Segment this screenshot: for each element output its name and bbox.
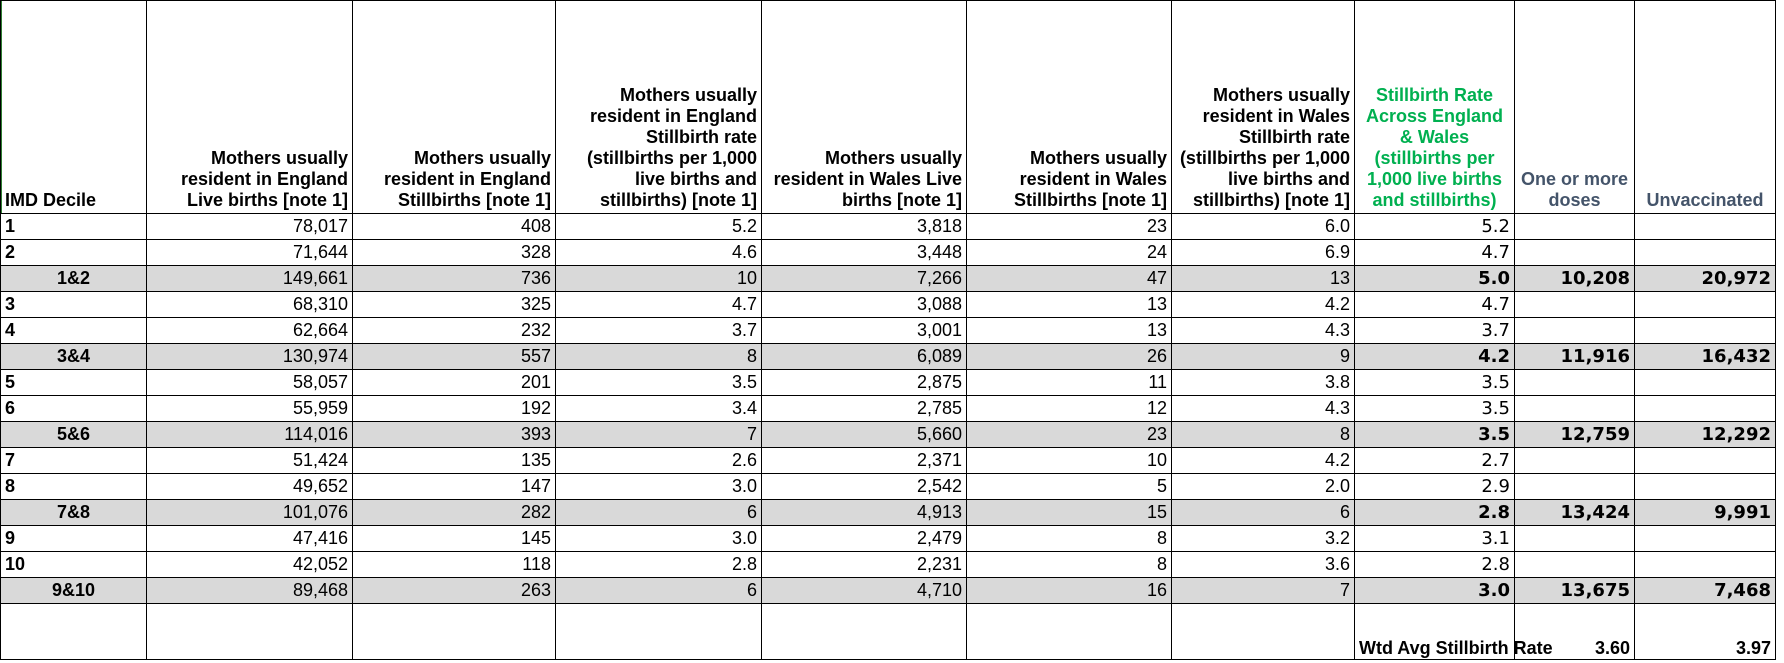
cell-wales-stillbirths[interactable]: 12 (967, 396, 1172, 422)
table-row (1, 370, 1776, 396)
cell-england-rate[interactable]: 10 (556, 266, 762, 292)
cell-wales-live-births[interactable]: 7,266 (762, 266, 967, 292)
cell-unvaccinated[interactable] (1635, 474, 1776, 500)
cell-england-rate[interactable]: 2.6 (556, 448, 762, 474)
cell-england-wales-rate[interactable]: 3.5 (1355, 396, 1515, 422)
cell-england-live-births[interactable]: 78,017 (147, 214, 353, 240)
cell-england-rate[interactable]: 3.4 (556, 396, 762, 422)
cell-england-stillbirths[interactable]: 147 (353, 474, 556, 500)
header-wales-stillbirth-rate[interactable]: Mothers usually resident in Wales Stillbirth rate (stillbirths per 1,000 live births and stillbirths) [note 1] (1172, 1, 1355, 214)
header-imd-decile[interactable]: IMD Decile (1, 1, 147, 214)
cell-unvaccinated[interactable]: 9,991 (1635, 500, 1776, 526)
cell-wales-stillbirths[interactable]: 16 (967, 578, 1172, 604)
cell-england-live-births[interactable]: 62,664 (147, 318, 353, 344)
cell-england-live-births[interactable]: 55,959 (147, 396, 353, 422)
wtd-avg-label[interactable]: Wtd Avg Stillbirth Rate (1355, 604, 1515, 660)
cell-wales-live-births[interactable]: 2,371 (762, 448, 967, 474)
footer-row (1, 604, 1776, 660)
cell-wales-live-births[interactable]: 5,660 (762, 422, 967, 448)
table-row-subtotal (1, 578, 1776, 604)
cell-england-rate[interactable]: 6 (556, 500, 762, 526)
table-row (1, 240, 1776, 266)
cell-england-live-births[interactable]: 49,652 (147, 474, 353, 500)
footer-empty-cell[interactable] (1, 604, 147, 660)
cell-one-or-more-doses[interactable]: 13,424 (1515, 500, 1635, 526)
cell-wales-stillbirths[interactable]: 15 (967, 500, 1172, 526)
wtd-avg-one-or-more[interactable]: 3.60 (1515, 604, 1635, 660)
cell-unvaccinated[interactable] (1635, 292, 1776, 318)
cell-england-wales-rate[interactable]: 3.1 (1355, 526, 1515, 552)
header-england-live-births[interactable]: Mothers usually resident in England Live births [note 1] (147, 1, 353, 214)
cell-england-rate[interactable]: 6 (556, 578, 762, 604)
header-wales-live-births[interactable]: Mothers usually resident in Wales Live births [note 1] (762, 1, 967, 214)
cell-one-or-more-doses[interactable] (1515, 318, 1635, 344)
cell-unvaccinated[interactable]: 16,432 (1635, 344, 1776, 370)
cell-wales-stillbirths[interactable]: 5 (967, 474, 1172, 500)
cell-england-stillbirths[interactable]: 263 (353, 578, 556, 604)
cell-one-or-more-doses[interactable] (1515, 396, 1635, 422)
cell-imd-decile[interactable]: 9&10 (1, 578, 147, 604)
table-row (1, 292, 1776, 318)
cell-england-rate[interactable]: 3.0 (556, 526, 762, 552)
cell-england-wales-rate[interactable]: 5.0 (1355, 266, 1515, 292)
cell-england-rate[interactable]: 2.8 (556, 552, 762, 578)
cell-england-stillbirths[interactable]: 325 (353, 292, 556, 318)
cell-england-live-births[interactable]: 71,644 (147, 240, 353, 266)
cell-england-wales-rate[interactable]: 4.2 (1355, 344, 1515, 370)
cell-england-rate[interactable]: 8 (556, 344, 762, 370)
cell-england-wales-rate[interactable]: 2.8 (1355, 552, 1515, 578)
cell-unvaccinated[interactable]: 20,972 (1635, 266, 1776, 292)
cell-wales-rate[interactable]: 6.0 (1172, 214, 1355, 240)
cell-one-or-more-doses[interactable] (1515, 214, 1635, 240)
cell-england-stillbirths[interactable]: 408 (353, 214, 556, 240)
cell-england-live-births[interactable]: 149,661 (147, 266, 353, 292)
cell-wales-rate[interactable]: 4.2 (1172, 292, 1355, 318)
cell-wales-rate[interactable]: 4.2 (1172, 448, 1355, 474)
cell-england-live-births[interactable]: 68,310 (147, 292, 353, 318)
cell-wales-live-births[interactable]: 2,542 (762, 474, 967, 500)
cell-imd-decile[interactable]: 3 (1, 292, 147, 318)
cell-unvaccinated[interactable]: 12,292 (1635, 422, 1776, 448)
footer-empty-cell[interactable] (1172, 604, 1355, 660)
cell-england-wales-rate[interactable]: 2.7 (1355, 448, 1515, 474)
cell-one-or-more-doses[interactable] (1515, 526, 1635, 552)
cell-one-or-more-doses[interactable]: 11,916 (1515, 344, 1635, 370)
table-row (1, 526, 1776, 552)
cell-england-rate[interactable]: 4.7 (556, 292, 762, 318)
wtd-avg-unvaccinated[interactable]: 3.97 (1635, 604, 1776, 660)
cell-wales-stillbirths[interactable]: 23 (967, 422, 1172, 448)
cell-wales-live-births[interactable]: 3,818 (762, 214, 967, 240)
cell-wales-stillbirths[interactable]: 8 (967, 526, 1172, 552)
cell-one-or-more-doses[interactable]: 13,675 (1515, 578, 1635, 604)
cell-england-stillbirths[interactable]: 557 (353, 344, 556, 370)
cell-england-rate[interactable]: 3.5 (556, 370, 762, 396)
cell-one-or-more-doses[interactable] (1515, 552, 1635, 578)
cell-wales-live-births[interactable]: 2,785 (762, 396, 967, 422)
cell-wales-stillbirths[interactable]: 13 (967, 318, 1172, 344)
cell-england-live-births[interactable]: 51,424 (147, 448, 353, 474)
header-unvaccinated[interactable]: Unvaccinated (1635, 1, 1776, 214)
cell-wales-rate[interactable]: 6 (1172, 500, 1355, 526)
table-row-subtotal (1, 344, 1776, 370)
table-row (1, 474, 1776, 500)
cell-england-stillbirths[interactable]: 145 (353, 526, 556, 552)
cell-england-live-births[interactable]: 114,016 (147, 422, 353, 448)
cell-wales-live-births[interactable]: 2,479 (762, 526, 967, 552)
header-england-stillbirth-rate[interactable]: Mothers usually resident in England Stillbirth rate (stillbirths per 1,000 live births and stillbirths) [note 1] (556, 1, 762, 214)
cell-england-stillbirths[interactable]: 393 (353, 422, 556, 448)
cell-wales-rate[interactable]: 3.6 (1172, 552, 1355, 578)
cell-wales-stillbirths[interactable]: 23 (967, 214, 1172, 240)
cell-wales-rate[interactable]: 4.3 (1172, 396, 1355, 422)
cell-wales-stillbirths[interactable]: 8 (967, 552, 1172, 578)
cell-england-wales-rate[interactable]: 3.5 (1355, 370, 1515, 396)
cell-england-stillbirths[interactable]: 192 (353, 396, 556, 422)
cell-wales-stillbirths[interactable]: 10 (967, 448, 1172, 474)
cell-england-rate[interactable]: 3.0 (556, 474, 762, 500)
cell-wales-rate[interactable]: 3.2 (1172, 526, 1355, 552)
footer-empty-cell[interactable] (556, 604, 762, 660)
table-body (1, 214, 1776, 604)
cell-wales-live-births[interactable]: 2,231 (762, 552, 967, 578)
cell-unvaccinated[interactable] (1635, 214, 1776, 240)
cell-england-stillbirths[interactable]: 282 (353, 500, 556, 526)
cell-england-live-births[interactable]: 101,076 (147, 500, 353, 526)
header-england-stillbirths[interactable]: Mothers usually resident in England Stillbirths [note 1] (353, 1, 556, 214)
cell-wales-live-births[interactable]: 6,089 (762, 344, 967, 370)
cell-imd-decile[interactable]: 3&4 (1, 344, 147, 370)
cell-england-wales-rate[interactable]: 5.2 (1355, 214, 1515, 240)
cell-one-or-more-doses[interactable] (1515, 240, 1635, 266)
footer-empty-cell[interactable] (762, 604, 967, 660)
cell-england-wales-rate[interactable]: 3.7 (1355, 318, 1515, 344)
cell-england-rate[interactable]: 5.2 (556, 214, 762, 240)
table-row (1, 552, 1776, 578)
cell-wales-rate[interactable]: 2.0 (1172, 474, 1355, 500)
cell-wales-live-births[interactable]: 3,001 (762, 318, 967, 344)
footer-empty-cell[interactable] (353, 604, 556, 660)
cell-england-stillbirths[interactable]: 135 (353, 448, 556, 474)
cell-imd-decile[interactable]: 1 (1, 214, 147, 240)
header-row (1, 1, 1776, 214)
cell-imd-decile[interactable]: 7&8 (1, 500, 147, 526)
cell-unvaccinated[interactable] (1635, 396, 1776, 422)
cell-england-stillbirths[interactable]: 232 (353, 318, 556, 344)
cell-wales-live-births[interactable]: 4,913 (762, 500, 967, 526)
header-wales-stillbirths[interactable]: Mothers usually resident in Wales Stillbirths [note 1] (967, 1, 1172, 214)
cell-england-wales-rate[interactable]: 2.9 (1355, 474, 1515, 500)
cell-england-stillbirths[interactable]: 118 (353, 552, 556, 578)
cell-england-wales-rate[interactable]: 3.0 (1355, 578, 1515, 604)
cell-wales-stillbirths[interactable]: 47 (967, 266, 1172, 292)
cell-england-wales-rate[interactable]: 3.5 (1355, 422, 1515, 448)
cell-england-live-births[interactable]: 42,052 (147, 552, 353, 578)
cell-england-stillbirths[interactable]: 201 (353, 370, 556, 396)
cell-unvaccinated[interactable] (1635, 370, 1776, 396)
header-one-or-more-doses[interactable]: One or more doses (1515, 1, 1635, 214)
cell-england-wales-rate[interactable]: 4.7 (1355, 240, 1515, 266)
cell-one-or-more-doses[interactable] (1515, 448, 1635, 474)
cell-imd-decile[interactable]: 1&2 (1, 266, 147, 292)
cell-wales-rate[interactable]: 7 (1172, 578, 1355, 604)
cell-unvaccinated[interactable]: 7,468 (1635, 578, 1776, 604)
table-row (1, 318, 1776, 344)
cell-imd-decile[interactable]: 7 (1, 448, 147, 474)
cell-wales-rate[interactable]: 6.9 (1172, 240, 1355, 266)
cell-unvaccinated[interactable] (1635, 448, 1776, 474)
table-row (1, 396, 1776, 422)
cell-imd-decile[interactable]: 10 (1, 552, 147, 578)
cell-imd-decile[interactable]: 9 (1, 526, 147, 552)
cell-imd-decile[interactable]: 4 (1, 318, 147, 344)
cell-england-wales-rate[interactable]: 4.7 (1355, 292, 1515, 318)
cell-wales-stillbirths[interactable]: 13 (967, 292, 1172, 318)
cell-england-live-births[interactable]: 89,468 (147, 578, 353, 604)
cell-one-or-more-doses[interactable]: 10,208 (1515, 266, 1635, 292)
cell-one-or-more-doses[interactable] (1515, 292, 1635, 318)
cell-unvaccinated[interactable] (1635, 240, 1776, 266)
footer-empty-cell[interactable] (967, 604, 1172, 660)
cell-england-rate[interactable]: 7 (556, 422, 762, 448)
cell-imd-decile[interactable]: 5 (1, 370, 147, 396)
table-row (1, 214, 1776, 240)
cell-england-stillbirths[interactable]: 328 (353, 240, 556, 266)
cell-wales-live-births[interactable]: 4,710 (762, 578, 967, 604)
cell-unvaccinated[interactable] (1635, 552, 1776, 578)
cell-wales-live-births[interactable]: 3,088 (762, 292, 967, 318)
cell-wales-stillbirths[interactable]: 26 (967, 344, 1172, 370)
footer-empty-cell[interactable] (147, 604, 353, 660)
table-row-subtotal (1, 500, 1776, 526)
cell-england-live-births[interactable]: 130,974 (147, 344, 353, 370)
cell-england-wales-rate[interactable]: 2.8 (1355, 500, 1515, 526)
cell-imd-decile[interactable]: 5&6 (1, 422, 147, 448)
cell-one-or-more-doses[interactable]: 12,759 (1515, 422, 1635, 448)
cell-wales-live-births[interactable]: 3,448 (762, 240, 967, 266)
cell-england-live-births[interactable]: 58,057 (147, 370, 353, 396)
cell-unvaccinated[interactable] (1635, 526, 1776, 552)
cell-wales-live-births[interactable]: 2,875 (762, 370, 967, 396)
cell-england-stillbirths[interactable]: 736 (353, 266, 556, 292)
cell-england-live-births[interactable]: 47,416 (147, 526, 353, 552)
cell-imd-decile[interactable]: 2 (1, 240, 147, 266)
cell-wales-rate[interactable]: 9 (1172, 344, 1355, 370)
cell-wales-rate[interactable]: 13 (1172, 266, 1355, 292)
cell-one-or-more-doses[interactable] (1515, 370, 1635, 396)
cell-england-rate[interactable]: 4.6 (556, 240, 762, 266)
header-england-wales-rate[interactable]: Stillbirth Rate Across England & Wales (stillbirths per 1,000 live births and stillbirths) (1355, 1, 1515, 214)
cell-wales-rate[interactable]: 4.3 (1172, 318, 1355, 344)
cell-one-or-more-doses[interactable] (1515, 474, 1635, 500)
cell-wales-stillbirths[interactable]: 11 (967, 370, 1172, 396)
cell-imd-decile[interactable]: 8 (1, 474, 147, 500)
cell-wales-stillbirths[interactable]: 24 (967, 240, 1172, 266)
cell-england-rate[interactable]: 3.7 (556, 318, 762, 344)
table-row (1, 448, 1776, 474)
table-row-subtotal (1, 422, 1776, 448)
cell-wales-rate[interactable]: 8 (1172, 422, 1355, 448)
cell-imd-decile[interactable]: 6 (1, 396, 147, 422)
cell-unvaccinated[interactable] (1635, 318, 1776, 344)
table-row-subtotal (1, 266, 1776, 292)
cell-wales-rate[interactable]: 3.8 (1172, 370, 1355, 396)
